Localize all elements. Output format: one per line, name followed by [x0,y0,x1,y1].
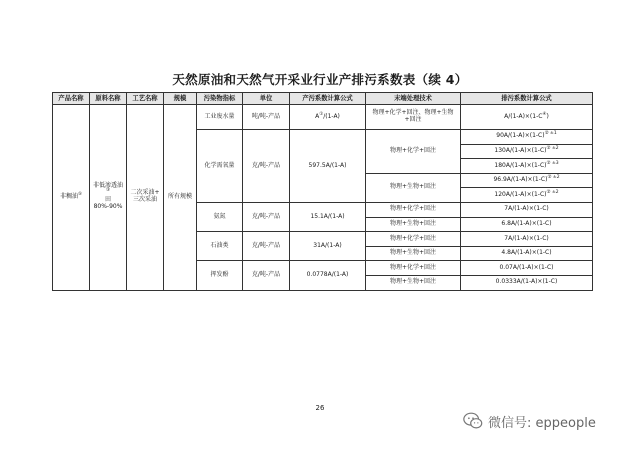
formula-water: A①/(1-A) [290,105,366,130]
discharge-water: A/(1-A)×(1-C④) [461,105,593,130]
pollutant-oil: 石油类 [197,232,243,261]
discharge-oil-2: 4.8A/(1-A)×(1-C) [461,246,593,261]
header-treatment: 末端处理技术 [366,93,461,105]
pollutant-nh3: 氨氮 [197,202,243,231]
pollutant-water: 工业废水量 [197,105,243,130]
material-cell: 非低渗透油③ 田 80%-90% [90,105,127,291]
header-generation-formula: 产污系数计算公式 [290,93,366,105]
watermark-text: 微信号: eppeople [488,415,596,431]
discharge-cod-2: $130A/(1-A)\times(1-C)^{② \pm 2}$ [461,144,593,159]
wechat-watermark [462,410,596,432]
pollutant-phenol: 挥发酚 [197,261,243,290]
formula-phenol: 0.0778A/(1-A) [290,261,366,290]
scale-cell: 所有规模 [164,105,197,291]
treatment-phenol-2: 物理+生物+回注 [366,275,461,290]
treatment-nh3-1: 物理+化学+回注 [366,202,461,217]
page-title: 天然原油和天然气开采业行业产排污系数表（续 4） [172,72,468,87]
unit-oil: 克/吨-产品 [243,232,290,261]
header-process: 工艺名称 [127,93,164,105]
treatment-oil-1: 物理+化学+回注 [366,232,461,247]
discharge-cod-4: $96.9A/(1-A)\times(1-C)^{② \pm 2}$ [461,173,593,188]
discharge-nh3-1: 7A/(1-A)×(1-C) [461,202,593,217]
process-cell: 二次采油+ 三次采油 [127,105,164,291]
treatment-water: 物理+化学+回注、物理+生物+回注 [366,105,461,130]
treatment-cod-1: 物理+化学+回注 [366,130,461,174]
header-discharge-formula: 排污系数计算公式 [461,93,593,105]
pollutant-cod: 化学需氧量 [197,130,243,203]
header-scale: 规模 [164,93,197,105]
formula-nh3: 15.1A/(1-A) [290,202,366,231]
page-number: 26 [315,404,325,412]
header-unit: 单位 [243,93,290,105]
unit-water: 吨/吨-产品 [243,105,290,130]
table-row [53,105,593,130]
treatment-nh3-2: 物理+生物+回注 [366,217,461,232]
discharge-cod-5: $120A/(1-A)\times(1-C)^{② \pm 2}$ [461,188,593,203]
unit-phenol: 克/吨-产品 [243,261,290,290]
discharge-cod-3: $180A/(1-A)\times(1-C)^{② \pm 3}$ [461,159,593,174]
formula-cod: 597.5A/(1-A) [290,130,366,203]
header-pollutant: 污染物指标 [197,93,243,105]
treatment-phenol-1: 物理+化学+回注 [366,261,461,276]
unit-nh3: 克/吨-产品 [243,202,290,231]
discharge-nh3-2: 6.8A/(1-A)×(1-C) [461,217,593,232]
product-cell: 非稠油⑤ [53,105,90,291]
header-product: 产品名称 [53,93,90,105]
discharge-phenol-1: 0.07A/(1-A)×(1-C) [461,261,593,276]
header-row [53,93,593,105]
treatment-cod-2: 物理+生物+回注 [366,173,461,202]
unit-cod: 克/吨-产品 [243,130,290,203]
treatment-oil-2: 物理+生物+回注 [366,246,461,261]
discharge-oil-1: 7A/(1-A)×(1-C) [461,232,593,247]
header-material: 原料名称 [90,93,127,105]
wechat-icon [462,410,484,432]
formula-oil: 31A/(1-A) [290,232,366,261]
emission-factor-table [52,92,593,291]
discharge-phenol-2: 0.0333A/(1-A)×(1-C) [461,275,593,290]
discharge-cod-1: $90A/(1-A)\times(1-C)^{② \pm 1}$ [461,130,593,145]
